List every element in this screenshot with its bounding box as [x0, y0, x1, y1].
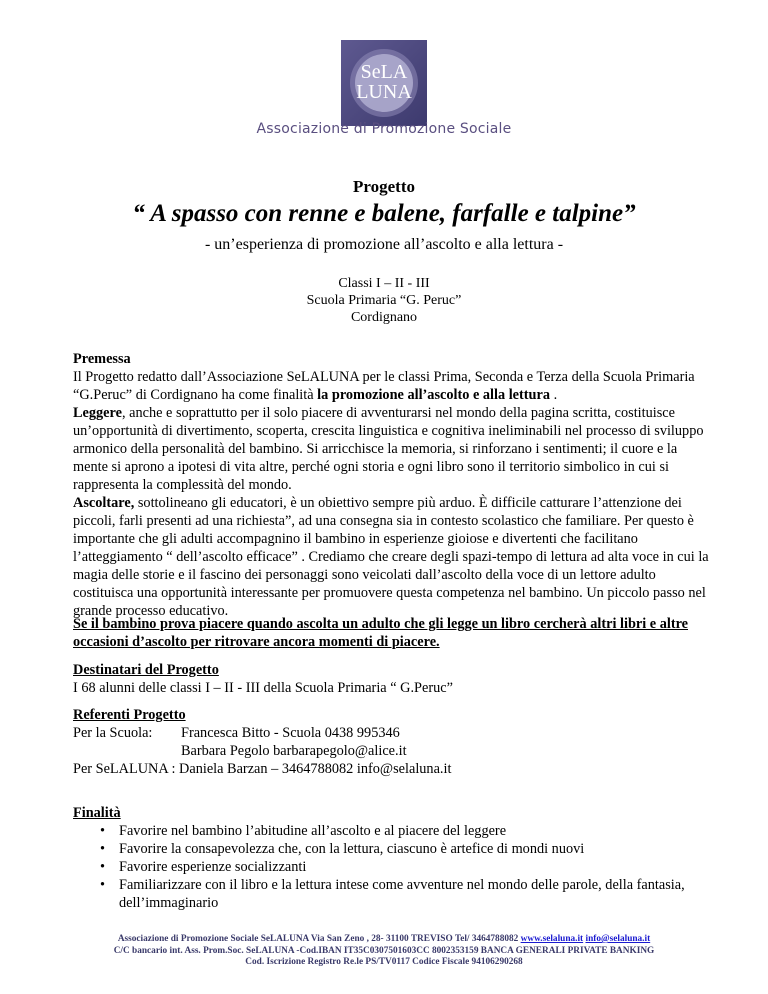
association-subtitle: Associazione di Promozione Sociale [256, 121, 512, 137]
footer-email-link[interactable]: info@selaluna.it [585, 934, 651, 944]
referenti-school-label: Per la Scuola: [73, 725, 153, 741]
premessa-p2-bold: Leggere [73, 405, 122, 421]
school-line: Scuola Primaria “G. Peruc” [306, 293, 462, 308]
project-subtitle: - un’esperienza di promozione all’ascolto e alla lettura - [204, 236, 564, 253]
destinatari-heading: Destinatari del Progetto [73, 662, 219, 678]
premessa-p1-end: . [550, 387, 558, 403]
premessa-paragraph-1 [73, 368, 713, 404]
footer-line-3: Cod. Iscrizione Registro Re.le PS/TV0117 Codice Fiscale 94106290268 [245, 957, 523, 967]
page-footer [0, 934, 768, 969]
destinatari-text: I 68 alunni delle classi I – II - III della Scuola Primaria “ G.Peruc” [73, 680, 453, 696]
referenti-line-1 [73, 724, 713, 742]
referenti-heading: Referenti Progetto [73, 707, 186, 723]
finalita-item: • Familiarizzare con il libro e la lettura intese come avventure nel mondo delle parole, della fantasia, dell’immaginario [73, 876, 713, 912]
premessa-p1-bold: la promozione all’ascolto e alla lettura [317, 387, 550, 403]
referenti-school-value: Francesca Bitto - Scuola 0438 995346 [181, 725, 400, 741]
highlight-statement: Se il bambino prova piacere quando ascolta un adulto che gli legge un libro cercherà altri libri e altre occasioni d’ascolto per ritrovare ancora momenti di piacere. [73, 616, 689, 650]
finalita-item: • Favorire nel bambino l’abitudine all’ascolto e al piacere del leggere [73, 822, 713, 840]
logo-text-luna: LUNA [356, 81, 412, 103]
destinatari-section [73, 661, 713, 697]
finalita-section [73, 804, 713, 912]
finalita-item: • Favorire la consapevolezza che, con la lettura, ciascuno è artefice di mondi nuovi [73, 840, 713, 858]
footer-website-link[interactable]: www.selaluna.it [520, 934, 584, 944]
referenti-line-3: Per SeLALUNA : Daniela Barzan – 3464788082 info@selaluna.it [73, 761, 452, 777]
finalita-list [73, 822, 713, 912]
logo-text-sela: SeLA [360, 61, 408, 83]
premessa-p1-text: Il Progetto redatto dall’Associazione SeLALUNA per le classi Prima, Seconda e Terza della Scuola Primaria “G.Peruc” di Cordignano ha come finalità [73, 369, 695, 403]
premessa-heading: Premessa [73, 351, 131, 367]
footer-line-1 [0, 934, 768, 946]
premessa-p3-text: sottolineano gli educatori, è un obiettivo sempre più arduo. È difficile catturare l’attenzione dei piccoli, farli presenti ad una richiesta”, ad una consegna sia in contesto scolastico che familiare. Per questo è importante che gli adulti accompagnino il bambino in esperienze gioiose e divertenti che facilitano l’atteggiamento “ dell’ascolto efficace” . Crediamo che creare degli spazi-tempo di lettura ad alta voce in cui la magia delle storie e il fascino dei personaggi sono veicolati dall’ascolto della voce di un lettore adulto costituisca una opportunità interessante per promuovere questa competenza nel bambino. Un piccolo passo nel grande processo educativo. [73, 495, 709, 619]
town-line: Cordignano [350, 310, 418, 325]
premessa-paragraph-2 [73, 404, 713, 494]
selaluna-logo [341, 40, 427, 126]
referenti-section [73, 706, 713, 778]
finalita-heading: Finalità [73, 805, 121, 821]
footer-line-2: C/C bancario int. Ass. Prom.Soc. SeLALUNA -Cod.IBAN IT35C0307501603CC 8002353159 BANCA GENERALI PRIVATE BANKING [113, 945, 655, 956]
project-kicker: Progetto [353, 177, 415, 196]
footer-address: Associazione di Promozione Sociale SeLALUNA Via San Zeno , 28- 31100 TREVISO Tel/ 3464788082 [117, 934, 521, 944]
classes-line: Classi I – II - III [338, 276, 430, 291]
finalita-item: • Favorire esperienze socializzanti [73, 858, 713, 876]
premessa-p3-bold: Ascoltare, [73, 495, 135, 511]
premessa-p2-text: , anche e soprattutto per il solo piacere di avventurarsi nel mondo della pagina scritta, costituisce un’opportunità di divertimento, scoperta, crescita linguistica e cognitiva ineliminabili nel processo di sviluppo armonico della personalità del bambino. Si arricchisce la memoria, si rinforzano i sentimenti; il cuore e la mente si aprono a ipotesi di vita altre, perché ogni storia e ogni libro sono il territorio simbolico in cui si rappresenta la complessità del mondo. [73, 405, 704, 493]
project-title: “ A spasso con renne e balene, farfalle e talpine” [132, 200, 636, 227]
premessa-section [73, 350, 713, 620]
referenti-line-2: Barbara Pegolo barbarapegolo@alice.it [181, 743, 407, 759]
premessa-paragraph-3 [73, 494, 713, 620]
